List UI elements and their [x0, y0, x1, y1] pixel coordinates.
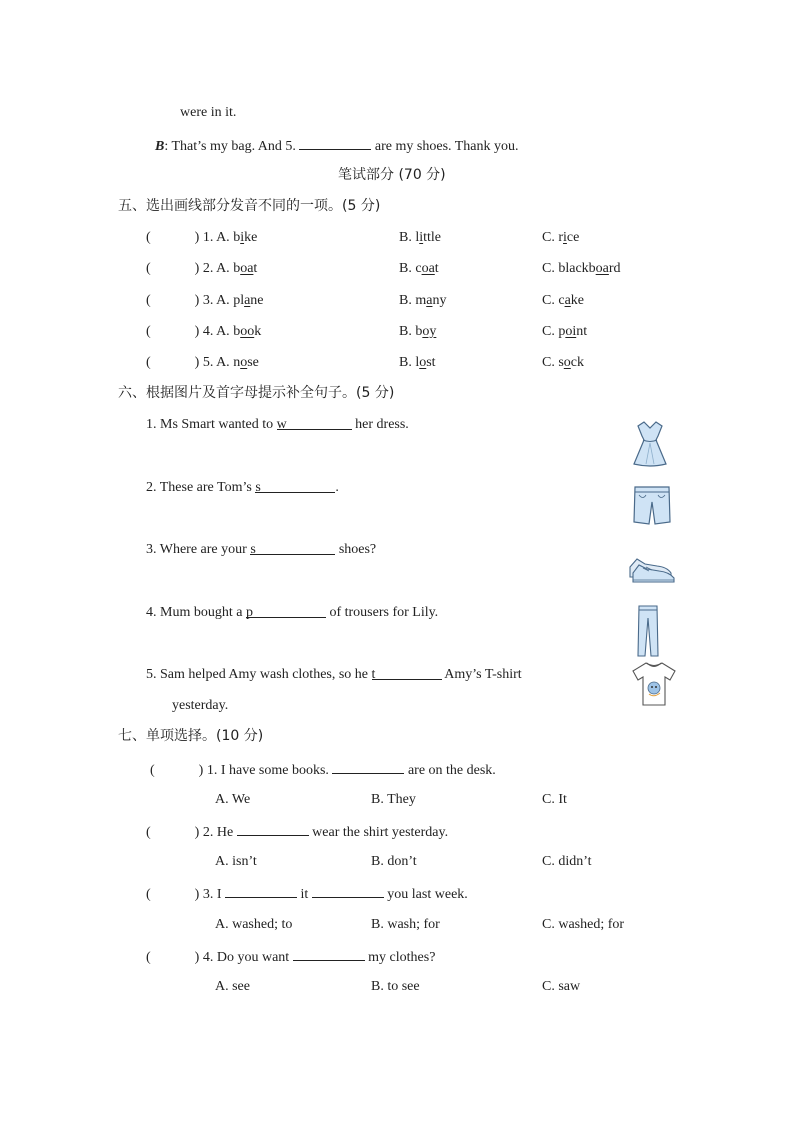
mc-question-1: ( ) 1. I have some books. are on the desk. — [150, 760, 496, 780]
shorts-icon — [632, 484, 672, 526]
phonics-question-3: ( ) 3. A. plane — [146, 293, 264, 308]
answer-paren[interactable]: ( ) — [146, 261, 200, 276]
phonics-option-b[interactable]: B. many — [399, 293, 447, 308]
answer-blank[interactable]: s — [255, 479, 335, 493]
mc1-option-a[interactable]: A. We — [215, 792, 251, 807]
mc4-option-c[interactable]: C. saw — [542, 979, 581, 994]
phonics-option-c[interactable]: C. cake — [542, 293, 584, 308]
fill-question-2: 2. These are Tom’s s . — [146, 480, 339, 495]
answer-paren[interactable]: ( ) — [146, 293, 200, 308]
underlined-letters: a — [564, 293, 571, 308]
phonics-option-b[interactable]: B. coat — [399, 261, 439, 276]
phonics-option-c[interactable]: C. blackboard — [542, 261, 621, 276]
fill-question-1: 1. Ms Smart wanted to w her dress. — [146, 417, 409, 432]
underlined-letters: oi — [565, 324, 577, 339]
mc1-option-b[interactable]: B. They — [371, 792, 416, 807]
word: coat — [415, 261, 439, 276]
answer-paren[interactable]: ( ) — [146, 230, 200, 245]
phonics-option-c[interactable]: C. rice — [542, 230, 580, 245]
mc4-option-a[interactable]: A. see — [215, 979, 250, 994]
underlined-letters: i — [563, 230, 567, 245]
underlined-letters: o — [419, 355, 427, 370]
section-7-title: 七、单项选择。(10 分) — [118, 728, 264, 744]
word: book — [233, 324, 262, 339]
phonics-option-c[interactable]: C. point — [542, 324, 588, 339]
phonics-question-1: ( ) 1. A. bike — [146, 230, 258, 245]
answer-blank[interactable] — [237, 822, 309, 836]
word: lost — [415, 355, 436, 370]
phonics-question-4: ( ) 4. A. book — [146, 324, 262, 339]
word: blackboard — [558, 261, 621, 276]
word: point — [558, 324, 588, 339]
mc2-option-c[interactable]: C. didn’t — [542, 854, 592, 869]
underlined-letters: a — [244, 293, 251, 308]
section-6-title: 六、根据图片及首字母提示补全句子。(5 分) — [118, 385, 395, 401]
section-5-title: 五、选出画线部分发音不同的一项。(5 分) — [118, 198, 381, 214]
answer-blank[interactable]: t — [372, 666, 442, 680]
phonics-option-b[interactable]: B. little — [399, 230, 442, 245]
mc-question-2: ( ) 2. He wear the shirt yesterday. — [146, 822, 448, 842]
speaker-b: B — [155, 139, 165, 154]
answer-blank[interactable] — [225, 884, 297, 898]
answer-blank[interactable]: p — [246, 604, 326, 618]
answer-paren[interactable]: ( ) — [146, 324, 200, 339]
mc2-option-a[interactable]: A. isn’t — [215, 854, 257, 869]
trousers-icon — [636, 604, 660, 658]
answer-blank[interactable] — [299, 136, 371, 150]
dress-icon — [630, 420, 670, 468]
underlined-letters: i — [240, 230, 245, 245]
phonics-question-5: ( ) 5. A. nose — [146, 355, 259, 370]
phonics-option-c[interactable]: C. sock — [542, 355, 585, 370]
tshirt-icon — [630, 660, 678, 708]
phonics-option-b[interactable]: B. boy — [399, 324, 437, 339]
mc2-option-b[interactable]: B. don’t — [371, 854, 417, 869]
mc4-option-b[interactable]: B. to see — [371, 979, 420, 994]
underlined-letters: o — [240, 355, 248, 370]
underlined-letters: oy — [422, 324, 437, 339]
underlined-letters: oa — [240, 261, 254, 276]
word: boy — [415, 324, 437, 339]
word: sock — [558, 355, 585, 370]
dialogue-text-b: are my shoes. Thank you. — [374, 139, 519, 154]
mc-question-3: ( ) 3. I it you last week. — [146, 884, 468, 904]
mc3-option-c[interactable]: C. washed; for — [542, 917, 625, 932]
answer-blank[interactable]: w — [277, 416, 352, 430]
fill-question-3: 3. Where are your s shoes? — [146, 542, 377, 557]
underlined-letters: oa — [595, 261, 609, 276]
dialogue-line-b — [155, 136, 519, 156]
dialogue-continuation: were in it. — [180, 105, 237, 120]
sneakers-icon — [627, 555, 677, 585]
fill-question-5-cont: yesterday. — [172, 698, 229, 713]
answer-blank[interactable] — [312, 884, 384, 898]
word: nose — [233, 355, 259, 370]
word: boat — [233, 261, 258, 276]
phonics-option-b[interactable]: B. lost — [399, 355, 436, 370]
answer-paren[interactable]: ( ) — [146, 355, 200, 370]
answer-blank[interactable]: s — [250, 541, 335, 555]
fill-question-5: 5. Sam helped Amy wash clothes, so he t Amy’s T-shirt — [146, 667, 522, 682]
word: little — [415, 230, 442, 245]
answer-blank[interactable] — [332, 760, 404, 774]
underlined-letters: oa — [421, 261, 435, 276]
fill-question-4: 4. Mum bought a p of trousers for Lily. — [146, 605, 439, 620]
word: bike — [233, 230, 258, 245]
written-section-header: 笔试部分 (70 分) — [338, 167, 446, 183]
word: many — [415, 293, 447, 308]
mc-question-4: ( ) 4. Do you want my clothes? — [146, 947, 435, 967]
word: rice — [558, 230, 580, 245]
underlined-letters: a — [426, 293, 433, 308]
underlined-letters: i — [419, 230, 424, 245]
phonics-question-2: ( ) 2. A. boat — [146, 261, 258, 276]
word: plane — [233, 293, 264, 308]
dialogue-text-a: : That’s my bag. And 5. — [164, 139, 296, 154]
underlined-letters: o — [563, 355, 571, 370]
word: cake — [558, 293, 584, 308]
answer-blank[interactable] — [293, 947, 365, 961]
underlined-letters: oo — [240, 324, 255, 339]
mc3-option-a[interactable]: A. washed; to — [215, 917, 293, 932]
mc1-option-c[interactable]: C. It — [542, 792, 567, 807]
mc3-option-b[interactable]: B. wash; for — [371, 917, 440, 932]
